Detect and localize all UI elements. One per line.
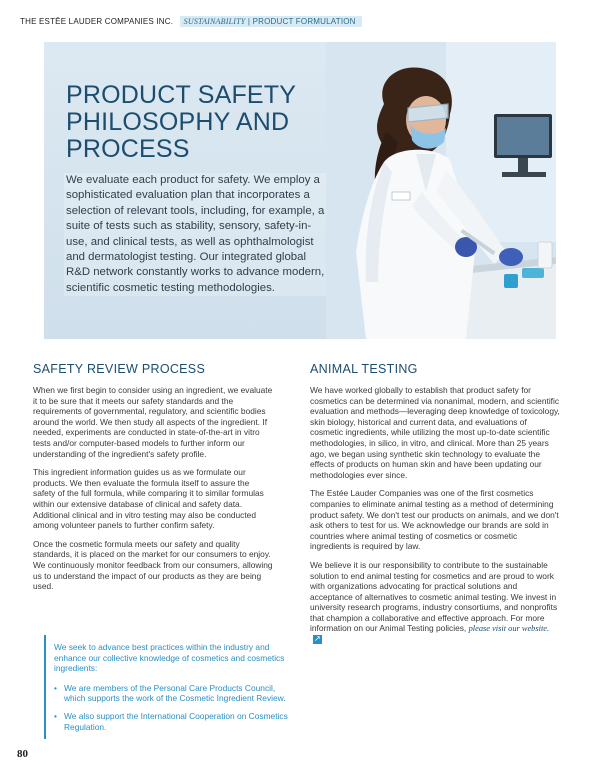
hero-intro: We evaluate each product for safety. We employ a sophisticated evaluation plan that incorporates a selection of relevant tools, including, for example, a suite of tests such as stability, sensory, safety-in-use, and clinical tests, as well as ophthalmologist and dermatologist testing. Our integrated global R&D network constantly works to advance modern, scientific cosmetic testing methodologies. (64, 173, 333, 296)
animal-testing-paragraph-last (310, 560, 560, 646)
safety-review-paragraph: Once the cosmetic formula meets our safety and quality standards, it is placed on the market for our consumers to enjoy. We continuously monitor feedback from our consumers, allowing us to understand the impact of our products as they are being used. (33, 538, 273, 592)
hero-panel (44, 42, 556, 339)
safety-review-heading: SAFETY REVIEW PROCESS (33, 362, 206, 376)
animal-testing-last-text: We believe it is our responsibility to contribute to the sustainable solution to end animal testing for cosmetics and are proud to work with organizations advocating for practical solutions and acceptance of alternatives to cosmetic animal testing. We invest in university research programs, industry consortiums, and nonprofits that champion a collaborative and effective approach. For more information on our Animal Testing policies, (310, 559, 558, 634)
animal-testing-paragraph: The Estée Lauder Companies was one of the first cosmetics companies to eliminate animal testing as a method of determining product safety. We don't test our products on animals, and we don't ask others to test for us. We acknowledge our brands are sold in countries where animal testing of cosmetics or cosmetic ingredients is required by law. (310, 488, 559, 552)
animal-testing-paragraph: We have worked globally to establish that product safety for cosmetics can be determined via nonanimal, modern, and scientific evaluation and methods—leveraging deep knowledge of toxicology, skin biology, historical and current data, and evaluations of cosmetic ingredients, while utilizing the most up-to-date scientific methodologies, in silico, in vitro, and clinical. More than 25 years ago, we began using synthetic skin technology to evaluate the effects of products on human skin and have been updating our methodologies ever since. (310, 385, 560, 480)
animal-testing-heading: ANIMAL TESTING (310, 362, 418, 376)
lab-scientist-photo (326, 42, 556, 339)
safety-review-paragraph: This ingredient information guides us as we formulate our products. We then evaluate the formula itself to assure the safety of the full formula, while comparing it to similar formulas within our extensive database of clinical and safety data. Additional clinical and in vitro testing may also be conducted among volunteer panels to further confirm safety. (33, 467, 264, 531)
page-number: 80 (17, 748, 28, 760)
animal-testing-section (310, 362, 560, 654)
callout-lead: We seek to advance best practices within the industry and enhance our collective knowledge of cosmetics and cosmetics ingredients: (54, 642, 285, 674)
section-name: SUSTAINABILITY (183, 17, 246, 26)
page-header (20, 16, 362, 27)
subsection-name: PRODUCT FORMULATION (252, 17, 356, 26)
safety-review-paragraph: When we first begin to consider using an ingredient, we evaluate it to be sure that it meets our safety standards and the requirements of governmental, regulatory, and scientific bodies around the world. We then study all aspects of the ingredient. If needed, experiments are conducted in state-of-the-art in vitro tests and/or computer-based models to further inform our understanding of the ingredient's safety profile. (33, 385, 273, 459)
safety-review-section (33, 362, 273, 600)
external-link-icon[interactable] (313, 635, 322, 644)
page-title: PRODUCT SAFETY PHILOSOPHY AND PROCESS (66, 81, 296, 163)
list-item: • We are members of the Personal Care Products Council, which supports the work of the Cosmetic Ingredient Review. (54, 683, 294, 704)
section-divider: | (247, 17, 251, 26)
list-item: • We also support the International Cooperation on Cosmetics Regulation. (54, 711, 294, 732)
callout-list (54, 683, 294, 732)
section-tab[interactable] (180, 16, 362, 27)
website-link[interactable]: please visit our website. (468, 624, 550, 634)
industry-callout (44, 635, 294, 739)
company-name: THE ESTĒE LAUDER COMPANIES INC. (20, 17, 174, 26)
